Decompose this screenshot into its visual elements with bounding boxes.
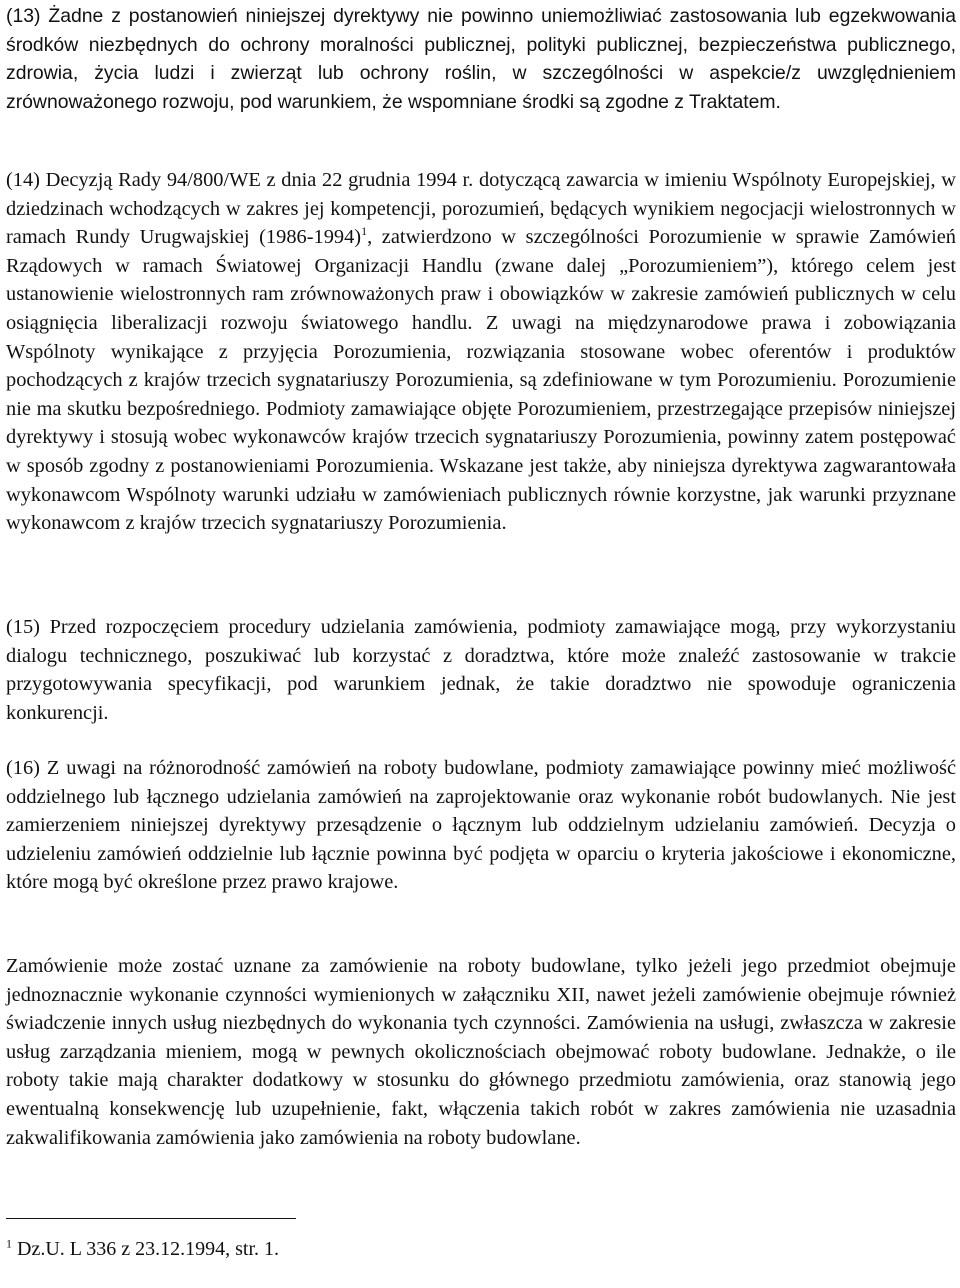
footnote-divider bbox=[6, 1218, 296, 1219]
footnote-number: 1 bbox=[6, 1236, 12, 1251]
paragraph-16: (16) Z uwagi na różnorodność zamówień na roboty budowlane, podmioty zamawiające powinny mieć możliwość oddzielnego lub łącznego udzielania zamówień na zaprojektowanie oraz wykonanie robót budowlanych. Nie jest zamierzeniem niniejszej dyrektywy przesądzenie o łącznym lub oddzielnym udzielaniu zamówień. Decyzja o udzieleniu zamówień oddzielnie lub łącznie powinna być podjęta w oparciu o kryteria jakościowe i ekonomiczne, które mogą być określone przez prawo krajowe. bbox=[6, 757, 956, 894]
paragraph-14 bbox=[6, 166, 956, 538]
footnote bbox=[6, 1236, 279, 1262]
paragraph-14-text-end: , zatwierdzono w szczególności Porozumienie w sprawie Zamówień Rządowych w ramach Światowej Organizacji Handlu (zwane dalej „Porozumieniem”), którego celem jest ustanowienie wielostronnych ram zrównoważonych praw i obowiązków w zakresie zamówień publicznych w celu osiągnięcia liberalizacji rozwoju światowego handlu. Z uwagi na międzynarodowe prawa i zobowiązania Wspólnoty wynikające z przyjęcia Porozumienia, rozwiązania stosowane wobec oferentów i produktów pochodzących z krajów trzecich sygnatariuszy Porozumienia, są zdefiniowane w tym Porozumieniu. Porozumienie nie ma skutku bezpośredniego. Podmioty zamawiające objęte Porozumieniem, przestrzegające przepisów niniejszej dyrektywy i stosują wobec wykonawców krajów trzecich sygnatariuszy Porozumienia, powinny zatem postępować w sposób zgodny z postanowieniami Porozumienia. Wskazane jest także, aby niniejsza dyrektywa zagwarantowała wykonawcom Wspólnoty warunki udziału w zamówieniach publicznych równie korzystne, jak warunki przyznane wykonawcom z krajów trzecich sygnatariuszy Porozumienia. bbox=[6, 226, 956, 535]
paragraph-13: (13) Żadne z postanowień niniejszej dyrektywy nie powinno uniemożliwiać zastosowania lub egzekwowania środków niezbędnych do ochrony moralności publicznej, polityki publicznej, bezpieczeństwa publicznego, zdrowia, życia ludzi i zwierząt lub ochrony roślin, w szczególności w aspekcie/z uwzględnieniem zrównoważonego rozwoju, pod warunkiem, że wspomniane środki są zgodne z Traktatem. bbox=[6, 5, 956, 113]
footnote-reference[interactable]: 1 bbox=[361, 224, 368, 239]
footnote-text: Dz.U. L 336 z 23.12.1994, str. 1. bbox=[12, 1238, 280, 1260]
paragraph-15: (15) Przed rozpoczęciem procedury udzielania zamówienia, podmioty zamawiające mogą, przy wykorzystaniu dialogu technicznego, poszukiwać lub korzystać z doradztwa, które może znaleźć zastosowanie w trakcie przygotowywania specyfikacji, pod warunkiem jednak, że takie doradztwo nie spowoduje ograniczenia konkurencji. bbox=[6, 616, 956, 724]
paragraph-14-text-start: (14) Decyzją Rady 94/800/WE z dnia 22 grudnia 1994 r. dotyczącą zawarcia w imieniu Wspólnoty Europejskiej, w dziedzinach wchodzących w zakres jej kompetencji, porozumień, będących wynikiem negocjacji wielostronnych w ramach Rundy Urugwajskiej (1986-1994) bbox=[6, 169, 956, 249]
paragraph-17: Zamówienie może zostać uznane za zamówienie na roboty budowlane, tylko jeżeli jego przedmiot obejmuje jednoznacznie wykonanie czynności wymienionych w załączniku XII, nawet jeżeli zamówienie obejmuje również świadczenie innych usług niezbędnych do wykonania tych czynności. Zamówienia na usługi, zwłaszcza w zakresie usług zarządzania mieniem, mogą w pewnych okolicznościach obejmować roboty budowlane. Jednakże, o ile roboty takie mają charakter dodatkowy w stosunku do głównego przedmiotu zamówienia, oraz stanowią jego ewentualną konsekwencję lub uzupełnienie, fakt, włączenia takich robót w zakres zamówienia nie uzasadnia zakwalifikowania zamówienia jako zamówienia na roboty budowlane. bbox=[6, 955, 956, 1149]
